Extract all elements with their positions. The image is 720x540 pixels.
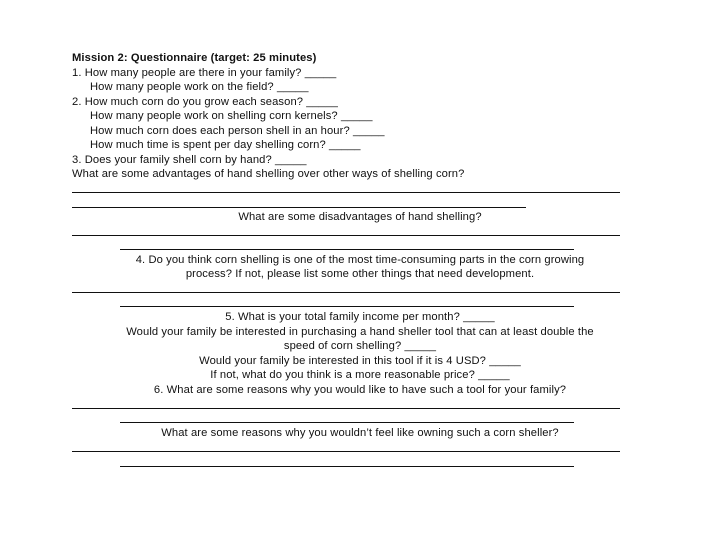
question-1: 1. How many people are there in your family? _____ [72,67,337,79]
question-5-price-interest: Would your family be interested in this tool if it is 4 USD? _____ [199,355,521,367]
answer-line[interactable] [72,451,620,452]
answer-line[interactable] [120,466,574,467]
answer-line[interactable] [120,249,574,250]
question-5-reasonable-price: If not, what do you think is a more reasonable price? _____ [210,369,510,381]
question-5-interest-line-2: speed of corn shelling? _____ [283,340,437,352]
mission-title: Mission 2: Questionnaire (target: 25 minutes) [72,52,317,64]
question-4-line-1: 4. Do you think corn shelling is one of the most time-consuming parts in the corn growing [135,254,585,266]
question-6-not-owning: What are some reasons why you wouldn’t feel like owning such a corn sheller? [161,427,559,439]
answer-line[interactable] [72,192,620,193]
answer-line[interactable] [120,306,574,307]
question-5-interest-line-1: Would your family be interested in purchasing a hand sheller tool that can at least double the [126,326,594,338]
answer-line[interactable] [72,207,526,208]
question-2-sub-1: How many people work on shelling corn kernels? _____ [90,110,373,122]
question-3-advantages: What are some advantages of hand shelling over other ways of shelling corn? [72,168,465,180]
answer-line[interactable] [72,408,620,409]
question-3: 3. Does your family shell corn by hand? _____ [72,154,307,166]
question-4-line-2: process? If not, please list some other things that need development. [185,268,535,280]
question-2-sub-2: How much corn does each person shell in an hour? _____ [90,125,385,137]
question-2: 2. How much corn do you grow each season? _____ [72,96,338,108]
question-6: 6. What are some reasons why you would like to have such a tool for your family? [153,384,567,396]
answer-line[interactable] [120,422,574,423]
question-1-sub: How many people work on the field? _____ [90,81,309,93]
answer-line[interactable] [72,292,620,293]
question-2-sub-3: How much time is spent per day shelling corn? _____ [90,139,361,151]
question-5: 5. What is your total family income per month? _____ [225,311,495,323]
answer-line[interactable] [72,235,620,236]
question-3-disadvantages: What are some disadvantages of hand shelling? [238,211,482,223]
